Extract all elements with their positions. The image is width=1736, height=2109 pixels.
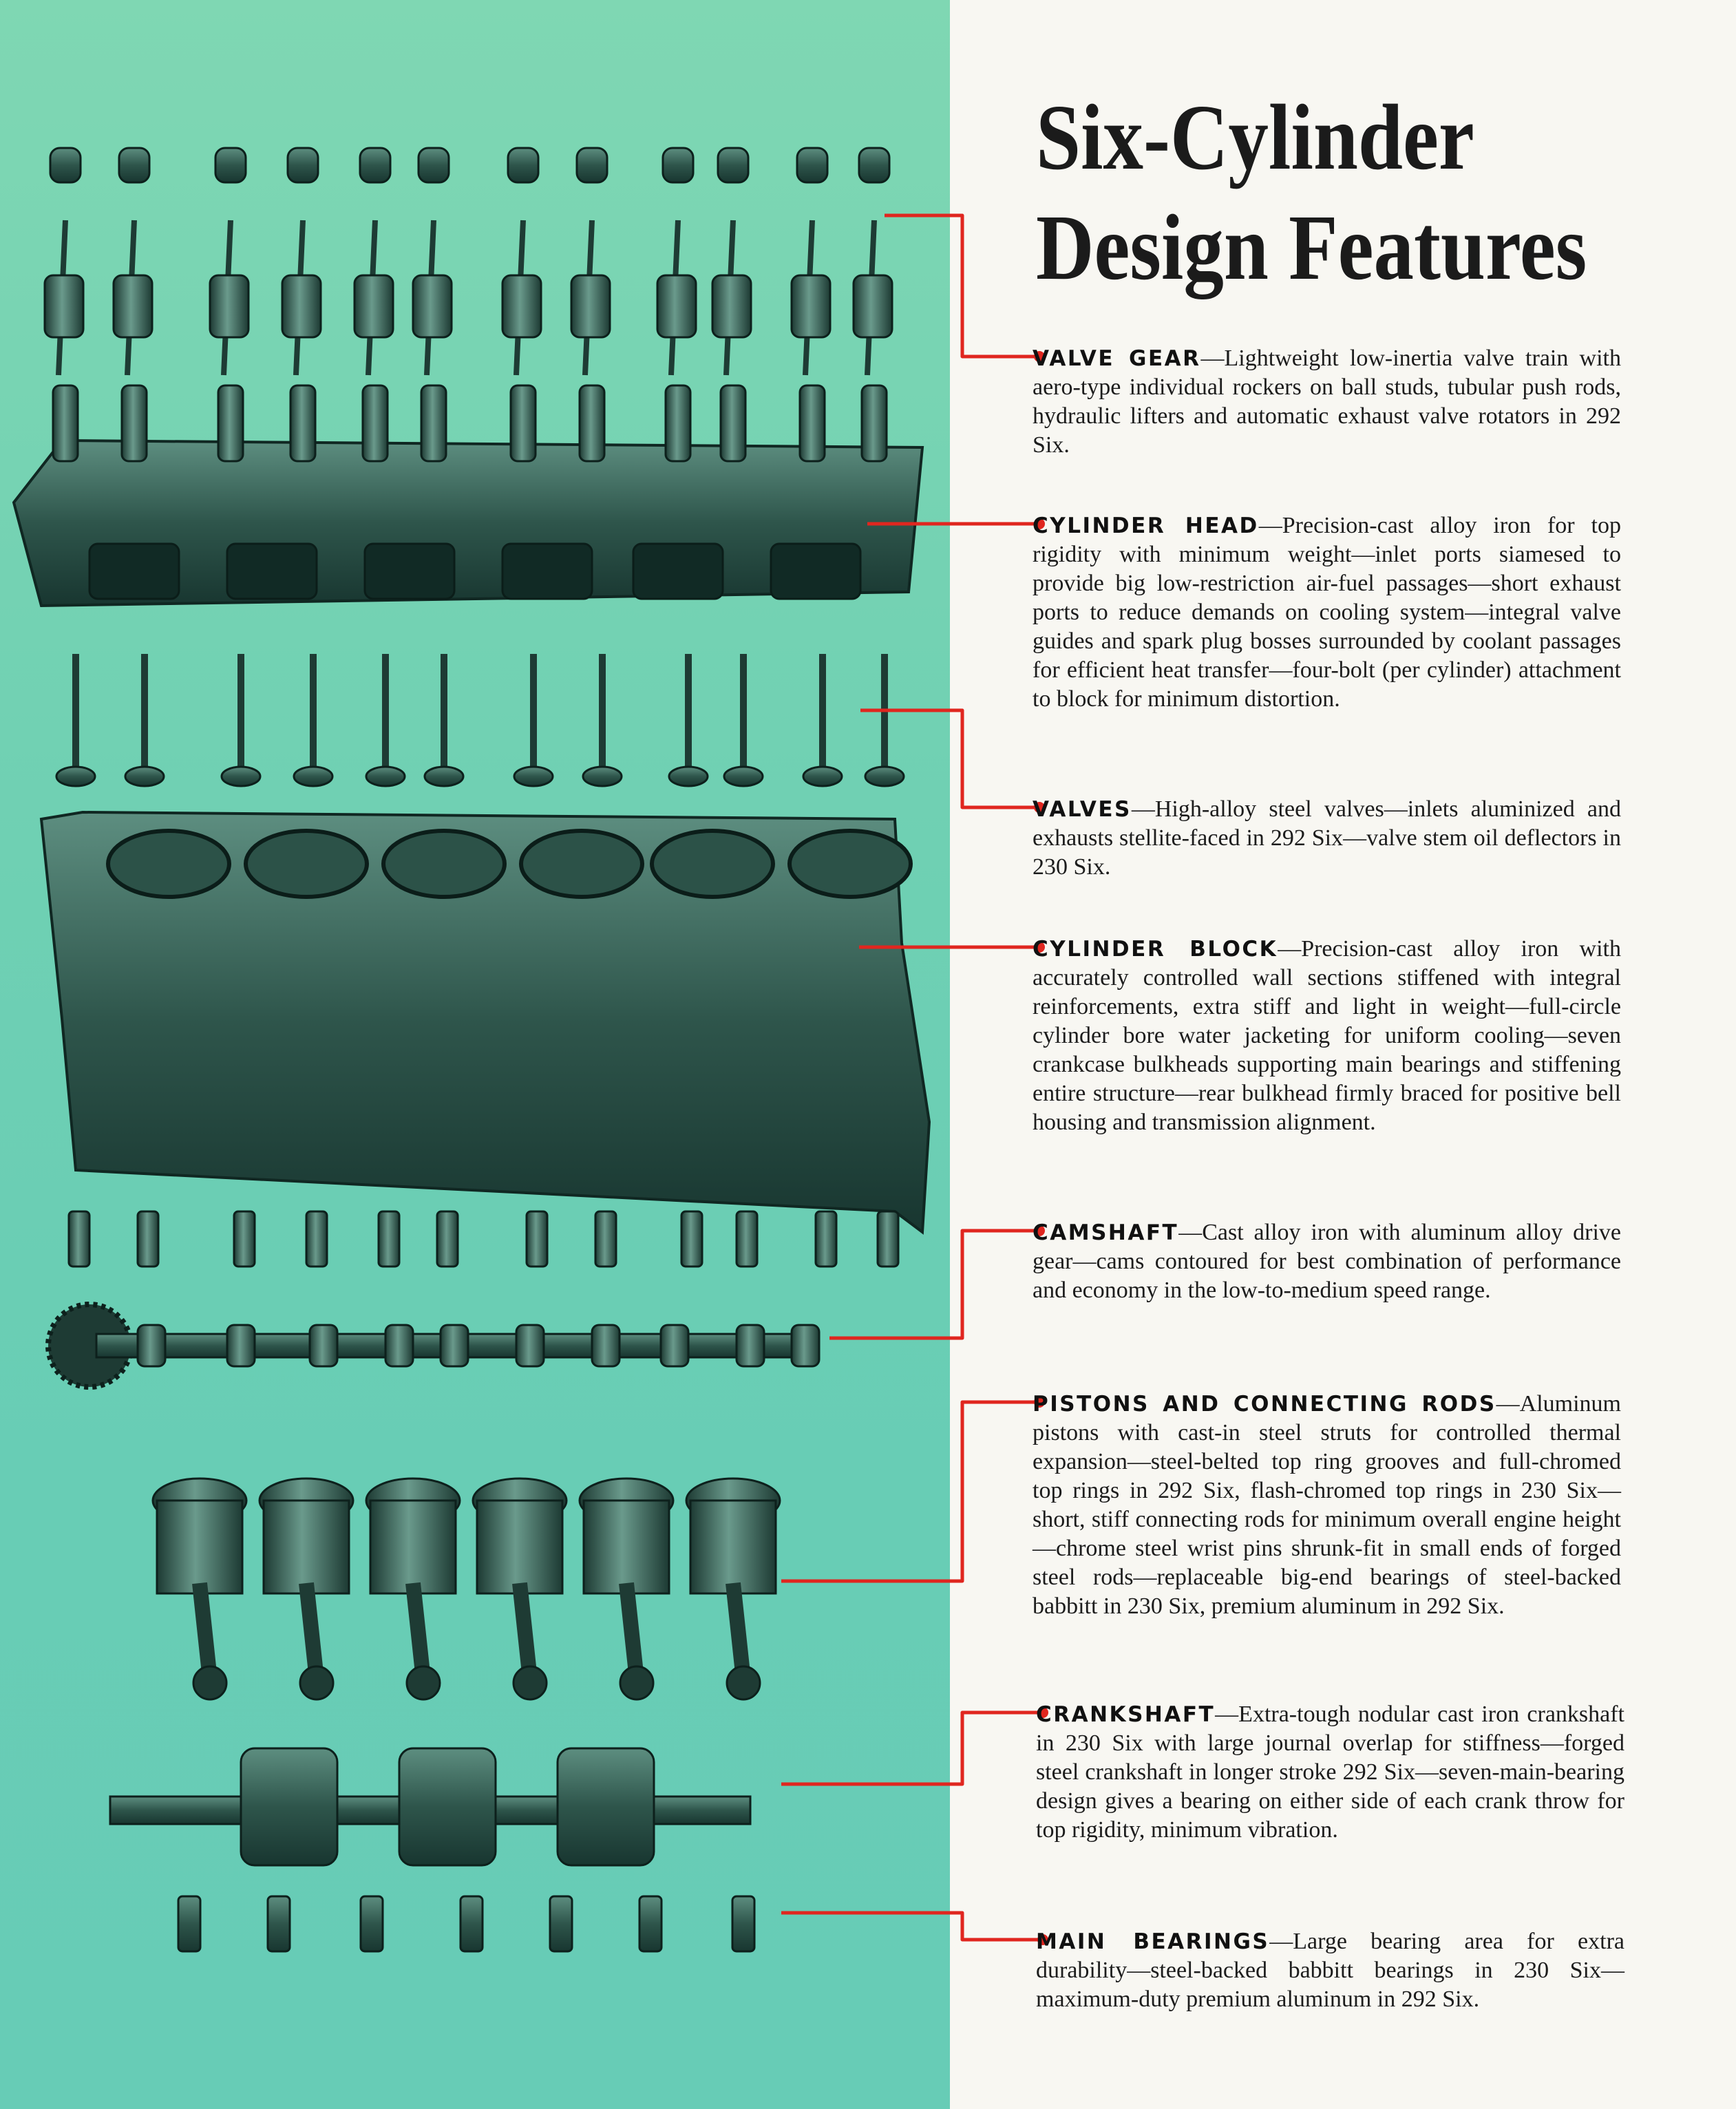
feature-label: CRANKSHAFT [1036, 1702, 1216, 1727]
feature-cylinder-block: CYLINDER BLOCK—Precision-cast alloy iron with accurately controlled wall sections stiffened with integral reinforcements, extra stiff and light in weight—full-circle cylinder bore water jacketing for uniform cooling—seven crankcase bulkheads supporting main bearings and stiffening entire structure—rear bulkhead firmly braced for positive bell housing and transmission alignment. [1033, 936, 1621, 1135]
feature-text: Extra-tough nodular cast iron crankshaft in 230 Six with large journal overlap for stiffness—forged steel crankshaft in longer stroke 292 Six—seven-main-bearing design gives a bearing on either side of each crank throw for top rigidity, minimum vibration. [1036, 1702, 1624, 1843]
feature-text: High-alloy steel valves—inlets aluminized and exhausts stellite-faced in 292 Six—valve stem oil deflectors in 230 Six. [1033, 796, 1621, 880]
feature-label: CYLINDER HEAD [1033, 513, 1259, 538]
feature-text: Aluminum pistons with cast-in steel struts for controlled thermal expansion—steel-belted top ring grooves and full-chromed top rings in 292 Six, flash-chromed top rings in 230 Six—short, stiff connecting rods for minimum overall engine height—chrome steel wrist pins shrunk-fit in small ends of forged steel rods—replaceable big-end bearings of steel-backed babbitt in 230 Six, premium aluminum in 292 Six. [1033, 1391, 1621, 1619]
page-title [1036, 83, 1605, 303]
feature-label: PISTONS AND CONNECTING RODS [1033, 1392, 1496, 1417]
feature-text: Precision-cast alloy iron for top rigidity with minimum weight—inlet ports siamesed to provide big low-restriction air-fuel passages—short exhaust ports to reduce demands on cooling system—integral valve guides and spark plug bosses surrounded by coolant passages for efficient heat transfer—four-bolt (per cylinder) attachment to block for minimum distortion. [1033, 513, 1621, 712]
feature-text: Large bearing area for extra durability—steel-backed babbitt bearings in 230 Six—maximum-duty premium aluminum in 292 Six. [1036, 1929, 1624, 2012]
title-line-2: Design Features [1036, 196, 1587, 299]
feature-camshaft: CAMSHAFT—Cast alloy iron with aluminum alloy drive gear—cams contoured for best combination of performance and economy in the low-to-medium speed range. [1033, 1220, 1621, 1303]
feature-crankshaft: CRANKSHAFT—Extra-tough nodular cast iron crankshaft in 230 Six with large journal overlap for stiffness—forged steel crankshaft in longer stroke 292 Six—seven-main-bearing design gives a bearing on either side of each crank throw for top rigidity, minimum vibration. [1036, 1702, 1624, 1843]
feature-cylinder-head: CYLINDER HEAD—Precision-cast alloy iron for top rigidity with minimum weight—inlet ports siamesed to provide big low-restriction air-fuel passages—short exhaust ports to reduce demands on cooling system—integral valve guides and spark plug bosses surrounded by coolant passages for efficient heat transfer—four-bolt (per cylinder) attachment to block for minimum distortion. [1033, 513, 1621, 712]
title-line-1: Six-Cylinder [1036, 86, 1474, 189]
feature-pistons-and-connecting-rods: PISTONS AND CONNECTING RODS—Aluminum pistons with cast-in steel struts for controlled thermal expansion—steel-belted top ring grooves and full-chromed top rings in 292 Six, flash-chromed top rings in 230 Six—short, stiff connecting rods for minimum overall engine height—chrome steel wrist pins shrunk-fit in small ends of forged steel rods—replaceable big-end bearings of steel-backed babbitt in 230 Six, premium aluminum in 292 Six. [1033, 1391, 1621, 1619]
feature-text: Precision-cast alloy iron with accurately controlled wall sections stiffened with integral reinforcements, extra stiff and light in weight—full-circle cylinder bore water jacketing for uniform cooling—seven crankcase bulkheads supporting main bearings and stiffening entire structure—rear bulkhead firmly braced for positive bell housing and transmission alignment. [1033, 936, 1621, 1135]
feature-label: MAIN BEARINGS [1036, 1929, 1270, 1954]
feature-main-bearings: MAIN BEARINGS—Large bearing area for extra durability—steel-backed babbitt bearings in 230 Six—maximum-duty premium aluminum in 292 Six. [1036, 1929, 1624, 2012]
feature-label: CYLINDER BLOCK [1033, 937, 1278, 962]
feature-text: Cast alloy iron with aluminum alloy drive gear—cams contoured for best combination of performance and economy in the low-to-medium speed range. [1033, 1220, 1621, 1303]
feature-valve-gear: VALVE GEAR—Lightweight low-inertia valve train with aero-type individual rockers on ball studs, tubular push rods, hydraulic lifters and automatic exhaust valve rotators in 292 Six. [1033, 346, 1621, 458]
feature-label: VALVES [1033, 797, 1132, 822]
feature-valves: VALVES—High-alloy steel valves—inlets aluminized and exhausts stellite-faced in 292 Six—valve stem oil deflectors in 230 Six. [1033, 796, 1621, 880]
feature-label: VALVE GEAR [1033, 346, 1201, 371]
feature-label: CAMSHAFT [1033, 1220, 1179, 1245]
feature-text: Lightweight low-inertia valve train with aero-type individual rockers on ball studs, tubular push rods, hydraulic lifters and automatic exhaust valve rotators in 292 Six. [1033, 346, 1621, 458]
